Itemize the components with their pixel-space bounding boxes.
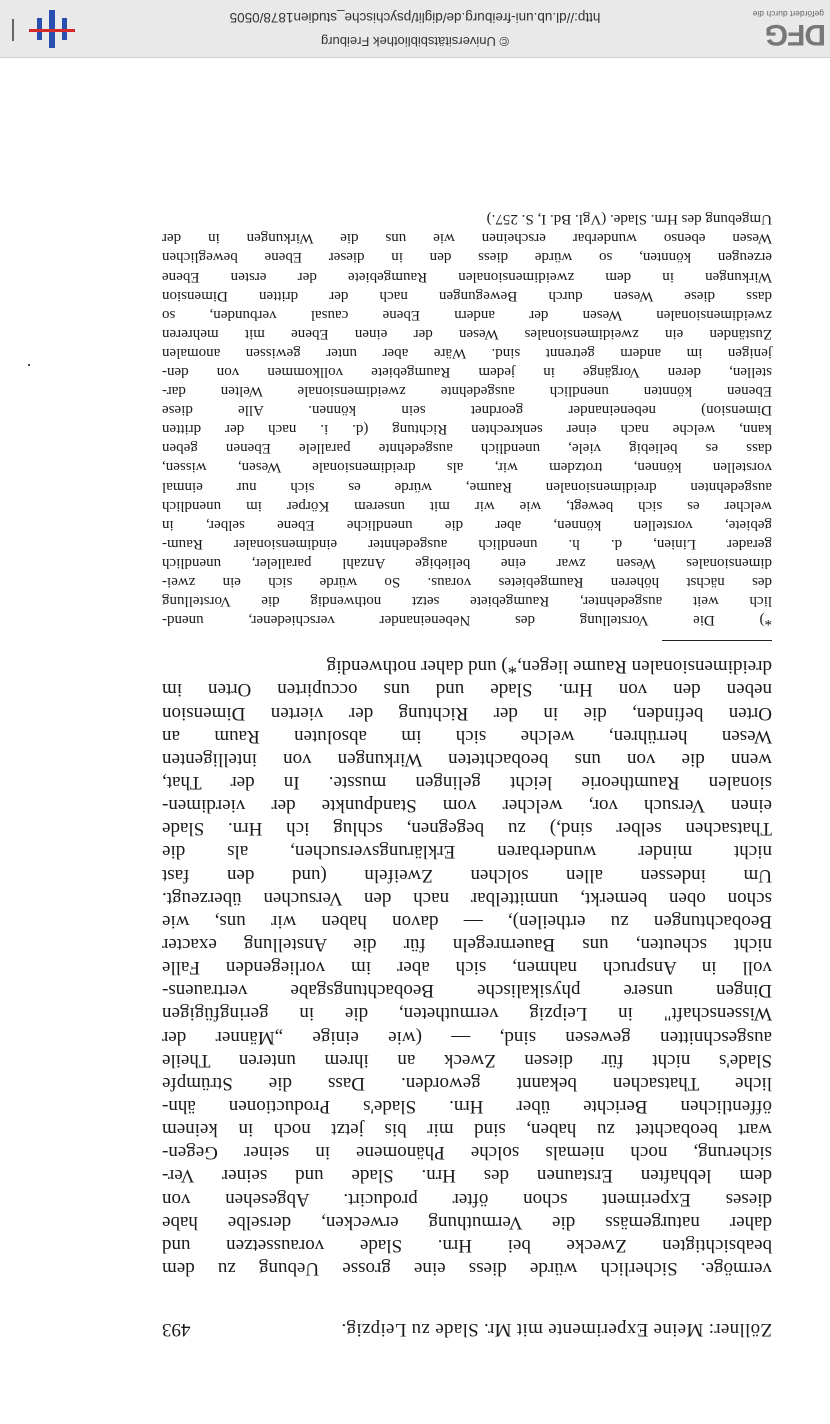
footnote-line: Dimension) nebeneinander geordnet sein können. Alle diese xyxy=(162,402,772,419)
body-line: sicherung, noch niemals solche Phänomene in seiner Gegen- xyxy=(162,1142,772,1164)
body-line: nicht scheuten, uns Bauernregeln für die Anstellung exacter xyxy=(162,934,772,956)
footnote-line: gerader Linien, d. h. unendlich ausgedehnter eindimensionaler Raum- xyxy=(162,535,772,552)
body-line: sionalen Raumtheorie leicht gelingen musste. In der That, xyxy=(162,772,772,794)
body-line: Wissenschaft" in Leipzig vermutheten, die in geringfügigen xyxy=(162,1003,772,1025)
banner-center xyxy=(170,3,660,53)
body-line: nicht minder wunderbaren Erklärungsversuchen, als die xyxy=(162,841,772,863)
body-line: Beobachtungen zu ertheilen), — davon haben wir uns, wie xyxy=(162,910,772,932)
body-line: schon oben bemerkt, unmittelbar nach den Versuchen überzeugt. xyxy=(162,887,772,909)
body-line: beabsichtigten Zwecke bei Hrn. Slade voraussetzen und xyxy=(162,1234,772,1256)
body-line: wart beobachtet zu haben, sind mir bis jetzt noch in keinem xyxy=(162,1119,772,1141)
footnote-line: vorstellen können, trotzdem wir, als dreidimensionale Wesen, wissen, xyxy=(162,459,772,476)
footnote-line: zweidimensionalen Wesen der andern Ebene causal verbunden, so xyxy=(162,306,772,323)
body-line: Orten befinden, die in der Richtung der vierten Dimension xyxy=(162,702,772,724)
body-line: neben den von Hrn. Slade und uns occupirten Orten im xyxy=(162,679,772,701)
body-line: einen Versuch vor, welcher vom Standpunkte der vierdimen- xyxy=(162,795,772,817)
running-head xyxy=(162,1310,772,1340)
body-line: ausgeschnitten gewesen sind, — (wie einige „Männer der xyxy=(162,1026,772,1048)
banner-url[interactable]: http://dl.ub.uni-freiburg.de/diglit/psychische_studien1878/0505 xyxy=(229,10,601,25)
body-line: voll in Anspruch nahmen, sich aber im vorliegenden Falle xyxy=(162,957,772,979)
body-line: daher naturgemäss die Vermuthung erwecken, derselbe habe xyxy=(162,1211,772,1233)
footnote-line: Wirkungen in dem zweidimensionalen Raumgebiete der ersten Ebene xyxy=(162,268,772,285)
footnote-line: des nächst höheren Raumgebietes voraus. So würde sich ein zwei- xyxy=(162,574,772,591)
page-speck xyxy=(28,364,30,366)
banner-copyright: © Universitätsbibliothek Freiburg xyxy=(320,34,510,49)
body-line: dieses Experiment schon öfter producirt. Abgesehen von xyxy=(162,1188,772,1210)
footnote-line: erzeugen könnten, so würde diess den in dieser Ebene beweglichen xyxy=(162,249,772,266)
footer-banner xyxy=(0,0,830,58)
footnote-line: jenigen im andern getrennt sind. Wäre aber unter gewissen anomalen xyxy=(162,344,772,361)
footnote-rule xyxy=(662,640,772,641)
page-content xyxy=(162,209,772,1340)
footnote-line: kann, welche nach einer senkrechten Richtung (d. i. nach der dritten xyxy=(162,421,772,438)
dfg-logo-block xyxy=(748,7,828,49)
footnote-line: dass es beliebig viele, unendlich ausgedehnte parallele Ebenen geben xyxy=(162,440,772,457)
body-line: vermöge. Sicherlich würde diess eine grosse Uebung zu dem xyxy=(162,1258,772,1279)
footnote-line: dimensionales Wesen zwar eine beliebige Anzahl paralleler, unendlich xyxy=(162,554,772,571)
body-line: dem lebhaften Erstaunen des Hrn. Slade und seiner Ver- xyxy=(162,1165,772,1187)
footnote-line: dass diese Wesen durch Bewegungen nach der dritten Dimension xyxy=(162,287,772,304)
body-line: Dingen unsere physikalische Beobachtungsgabe vertrauens- xyxy=(162,980,772,1002)
body-line: wenn die von uns beobachteten Wirkungen von intelligenten xyxy=(162,748,772,770)
banner-edge-mark xyxy=(12,19,14,41)
dfg-logo: DFG xyxy=(765,18,826,51)
footnote-line: lich weit ausgedehnter, Raumgebiete setzt nothwendig die Vorstellung xyxy=(162,593,772,610)
body-line: Thatsachen selber sind,) zu begegnen, schlug ich Hrn. Slade xyxy=(162,818,772,840)
body-line: Um indessen allen solchen Zweifeln (und den fast xyxy=(162,864,772,886)
dfg-subtitle: gefördert durch die xyxy=(752,9,824,19)
footnote xyxy=(162,209,772,629)
body-line: Slade's nicht für diesen Zweck an ihrem unteren Theile xyxy=(162,1049,772,1071)
footnote-line: gebiete, vorstellen können, aber die unendliche Ebene selber, in xyxy=(162,516,772,533)
body-line: Wesen herrühren, welche sich im absoluten Raum an xyxy=(162,725,772,747)
footnote-line: stellen, deren Vorgänge in jedem Raumgebiete vollkommen von den- xyxy=(162,363,772,380)
footnote-line: *) Die Vorstellung des Nebeneinander verschiedener, unend- xyxy=(162,612,772,629)
footnote-line: Zuständen ein zweidimensionales Wesen der einen Ebene mit mehreren xyxy=(162,325,772,342)
footnote-line: Ebenen könnten unendlich ausgedehnte zweidimensionale Welten dar- xyxy=(162,383,772,400)
university-library-logo-icon xyxy=(29,4,75,50)
footnote-line: Umgebung des Hrn. Slade. (Vgl. Bd. I, S. 257.) xyxy=(486,211,772,228)
body-line: liche Thatsachen bekannt geworden. Dass die Strümpfe xyxy=(162,1072,772,1094)
body-line: dreidimensionalen Raume liegen,*) und daher nothwendig xyxy=(326,656,772,678)
footnote-line: welcher es sich bewegt, wie wir mit unserem Körper im unendlich xyxy=(162,497,772,514)
running-head-title: Zöllner: Meine Experimente mit Mr. Slade zu Leipzig. xyxy=(341,1319,772,1340)
page-number: 493 xyxy=(162,1319,191,1340)
footnote-line: Wesen ebenso wunderbar erscheinen wie uns die Wirkungen in der xyxy=(162,230,772,247)
body-line: öffentlichen Berichte über Hrn. Slade's Productionen ähn- xyxy=(162,1096,772,1118)
footnote-line: ausgedehnten dreidimensionalen Raume, würde es sich nur einmal xyxy=(162,478,772,495)
body-text xyxy=(162,655,772,1280)
